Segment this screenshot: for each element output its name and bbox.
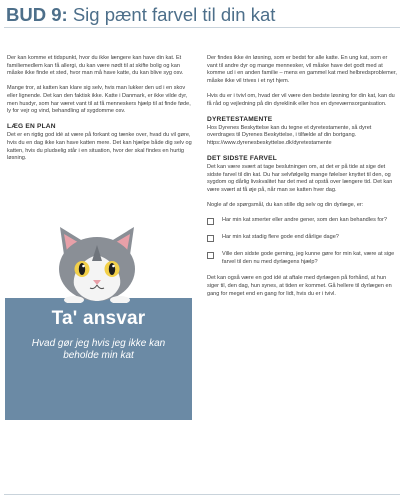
question-text: Har min kat stadig flere gode end dårlige dage? bbox=[222, 234, 339, 241]
intro-paragraph: Der kan komme et tidspunkt, hvor du ikke længere kan have din kat. Et familiemedlem kan få allergi, du kan være nødt til at skifte bolig og kan måske ikke finde et sted, hvor man må have katte, du kan blive syg osv. bbox=[7, 55, 184, 77]
testament-heading: DYRETESTAMENTE bbox=[207, 115, 273, 123]
left-column bbox=[7, 55, 194, 170]
advice-paragraph: Hvis du er i tvivl om, hvad der vil være den bedste løsning for din kat, kan du få råd og vejledning på din dyreklinik eller hos en dyreværnsorganisation. bbox=[207, 92, 395, 107]
footer-divider bbox=[4, 494, 400, 495]
wild-cats-paragraph: Mange tror, at katten kan klare sig selv, hvis man lukker den ud i en skov eller lignende. Det kan den faktisk ikke. Katte i Danmark, er ikke vilde dyr, men husdyr, som har været vant til at få menneskers hjælp til at finde føde, ly for vejr og vind, behandling af sygdomme osv. bbox=[7, 85, 191, 115]
header-divider bbox=[4, 27, 400, 28]
checkbox-icon[interactable] bbox=[207, 252, 214, 259]
checkbox-icon[interactable] bbox=[207, 218, 214, 225]
page-title bbox=[6, 3, 398, 27]
testament-paragraph: Hos Dyrenes Beskyttelse kan du tegne et dyretestamente, så dyret overdrages til Dyrenes Beskyttelse, i tilfælde af din bortgang. https://www.dyrenesbeskyttelse.dk/dyretestamente bbox=[207, 124, 372, 146]
question-checklist bbox=[207, 217, 397, 266]
question-text: Ville den sidste gode gerning, jeg kunne gøre for min kat, være at sige farvel til den nu med dyrlægens hjælp? bbox=[222, 251, 395, 265]
farewell-paragraph: Det kan være svært at tage beslutningen om, at det er på tide at sige det sidste farvel til din kat. Du har selvfølgelig mange følelser knyttet til den, og sygdom og dårlig livskvalitet har det med at opstå over længere tid. Det kan være svært at få øje på, når man se katten hver dag. bbox=[207, 164, 393, 193]
farewell-heading: DET SIDSTE FARVEL bbox=[207, 155, 277, 163]
question-item bbox=[207, 251, 397, 266]
right-column bbox=[207, 55, 397, 306]
responsibility-card bbox=[5, 298, 192, 420]
card-headline: Ta' ansvar bbox=[51, 308, 146, 329]
cat-illustration-icon bbox=[52, 225, 142, 303]
plan-heading: LÆG EN PLAN bbox=[7, 123, 56, 131]
checkbox-icon[interactable] bbox=[207, 235, 214, 242]
question-item bbox=[207, 217, 397, 225]
questions-intro: Nogle af de spørgsmål, du kan stille dig selv og din dyrlæge, er: bbox=[207, 202, 364, 209]
question-item bbox=[207, 234, 397, 242]
title-text: Sig pænt farvel til din kat bbox=[72, 4, 276, 25]
closing-paragraph: Det kan også være en god idé at aftale med dyrlægen på forhånd, at hun siger til, den dag, hun synes, at tiden er kommet. Gå hellere til dyrlægen en gang for meget end en gang for lidt, hvis du er i tvivl. bbox=[207, 275, 392, 297]
plan-paragraph: Det er en rigtig god idé at være på forkant og tænke over, hvad du vil gøre, hvis du en dag ikke kan have katten mere. Det kan hjælpe både dig selv og katten, hvis du pludselig står i en situation, hvor der skal findes en hurtig løsning. bbox=[7, 132, 192, 162]
card-subline: Hvad gør jeg hvis jeg ikke kan beholde min kat bbox=[31, 338, 166, 362]
title-number: BUD 9: bbox=[6, 4, 68, 25]
no-single-solution-paragraph: Der findes ikke én løsning, som er bedst for alle katte. En ung kat, som er vant til andre dyr og mange mennesker, vil måske have det godt med at komme ud i en anden familie – mens en gammel kat med helbredsproblemer, måske ikke vil trives i et nyt hjem. bbox=[207, 55, 397, 84]
question-text: Har min kat smerter eller andre gener, som den kan behandles for? bbox=[222, 217, 387, 224]
